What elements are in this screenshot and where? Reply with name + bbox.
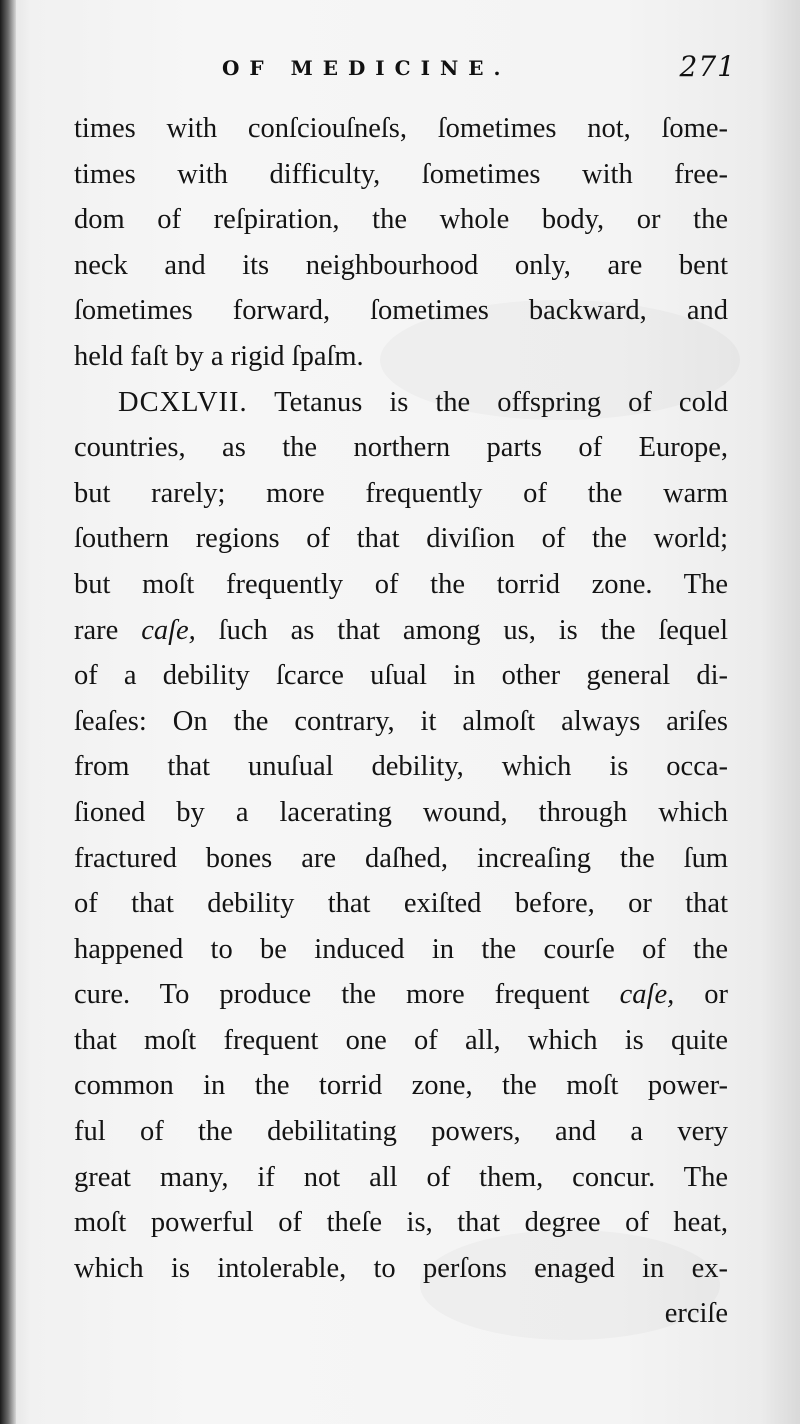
text-line	[74, 608, 728, 654]
page-number: 271	[679, 50, 736, 83]
text-line: times with conſciouſneſs, ſometimes not, ſome-	[74, 113, 728, 144]
section-first-line	[74, 380, 728, 426]
italic-word: caſe,	[141, 614, 196, 646]
text-line: ſioned by a lacerating wound, through which	[74, 796, 728, 828]
text-line: held faſt by a rigid ſpaſm.	[74, 340, 364, 372]
body-text	[74, 106, 728, 1337]
text-line: from that unuſual debility, which is occa-	[74, 751, 728, 783]
text-run: ſuch as that among us, is the ſequel	[195, 614, 729, 646]
text-line: neck and its neighbourhood only, are bent	[74, 249, 728, 281]
text-line: times with difficulty, ſometimes with free-	[74, 158, 728, 190]
text-line: happened to be induced in the courſe of the	[74, 933, 728, 965]
page-header	[210, 48, 750, 88]
text-line: common in the torrid zone, the moſt power-	[74, 1070, 728, 1102]
section-first-line-text: Tetanus is the offspring of cold	[247, 386, 728, 418]
text-line	[74, 972, 728, 1018]
catchword: erciſe	[664, 1298, 728, 1330]
text-line: countries, as the northern parts of Europe,	[74, 432, 728, 464]
text-line: of a debility ſcarce uſual in other general di-	[74, 660, 728, 692]
catchword-line	[74, 1291, 728, 1337]
text-line: which is intolerable, to perſons enaged in ex-	[74, 1252, 728, 1284]
text-line: ſeaſes: On the contrary, it almoſt always ariſes	[74, 705, 728, 737]
text-line: that moſt frequent one of all, which is quite	[74, 1024, 728, 1056]
text-line: but rarely; more frequently of the warm	[74, 477, 728, 509]
text-line: but moſt frequently of the torrid zone. The	[74, 568, 728, 600]
book-spine-shadow	[0, 0, 16, 1424]
text-run: cure. To produce the more frequent	[74, 979, 620, 1011]
text-line: ſouthern regions of that diviſion of the world;	[74, 523, 728, 555]
italic-word: caſe,	[619, 979, 675, 1011]
running-title: OF MEDICINE.	[222, 56, 511, 80]
text-line: great many, if not all of them, concur. The	[74, 1161, 728, 1193]
text-line: of that debility that exiſted before, or that	[74, 888, 728, 920]
text-line: fractured bones are daſhed, increaſing the ſum	[74, 842, 728, 874]
text-line: ful of the debilitating powers, and a very	[74, 1116, 728, 1148]
text-line: ſometimes forward, ſometimes backward, and	[74, 295, 728, 327]
text-line: dom of reſpiration, the whole body, or the	[74, 204, 728, 236]
text-run: rare	[74, 614, 142, 646]
text-run: or	[674, 979, 728, 1011]
section-number: DCXLVII.	[118, 386, 248, 418]
text-line: moſt powerful of theſe is, that degree of heat,	[74, 1207, 728, 1239]
